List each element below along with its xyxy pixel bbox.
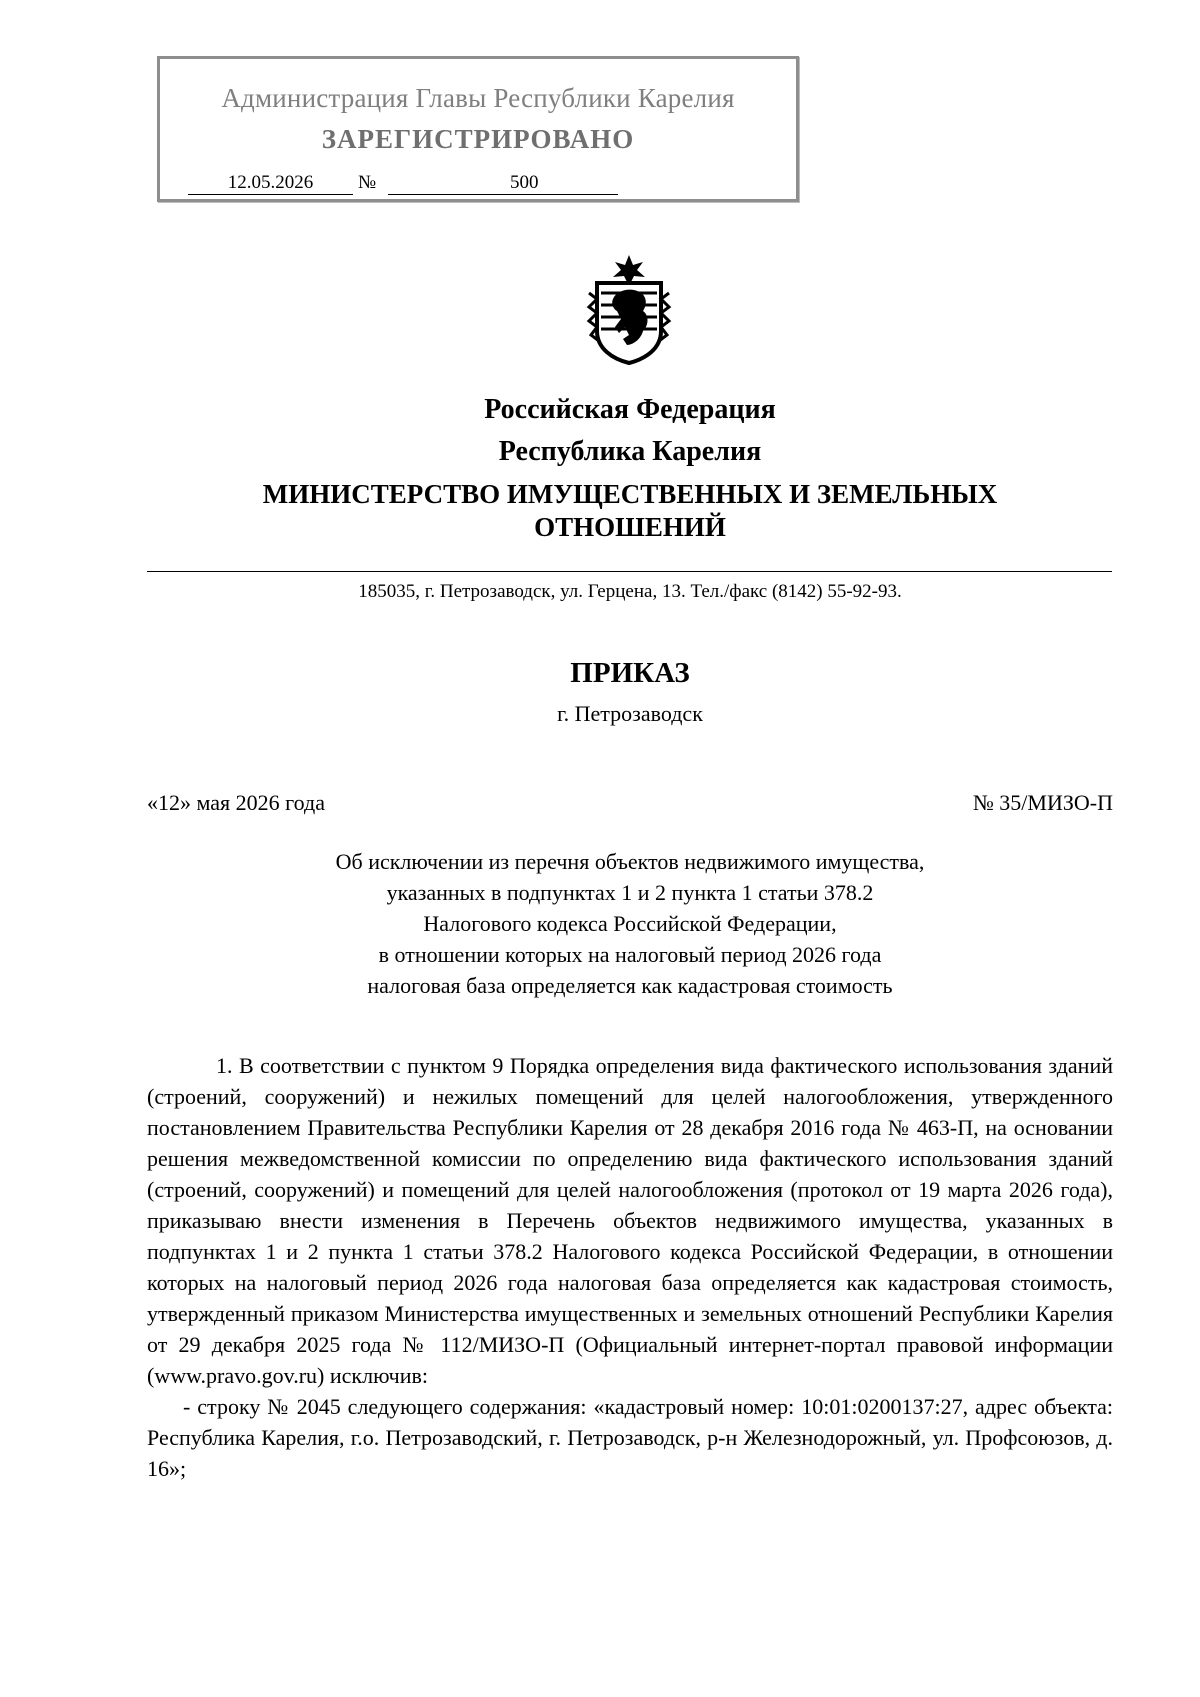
registration-stamp (157, 56, 799, 202)
subject-line: налоговая база определяется как кадастровая стоимость (367, 973, 893, 998)
document-date: «12» мая 2026 года (147, 790, 325, 815)
document-body (147, 1050, 1113, 1484)
excluded-item: - строку № 2045 следующего содержания: «кадастровый номер: 10:01:0200137:27, адрес объекта: Республика Карелия, г.о. Петрозаводский, г. Петрозаводск, р-н Железнодорожный, ул. Профсоюзов, д. 16»; (147, 1394, 1113, 1481)
ministry-address: 185035, г. Петрозаводск, ул. Герцена, 13. Тел./факс (8142) 55-92-93. (358, 581, 902, 602)
header-region: Республика Карелия (498, 436, 762, 467)
stamp-number: 500 (388, 172, 618, 195)
stamp-date: 12.05.2026 (188, 172, 353, 195)
subject-line: указанных в подпунктах 1 и 2 пункта 1 статьи 378.2 (386, 880, 874, 905)
subject-line: Налогового кодекса Российской Федерации, (423, 911, 837, 936)
stamp-authority: Администрация Главы Республики Карелия (221, 83, 735, 113)
document-number: № 35/МИЗО-П (972, 790, 1113, 815)
header-country: Российская Федерация (484, 394, 776, 425)
paragraph-1: 1. В соответствии с пунктом 9 Порядка определения вида фактического использования зданий (строений, сооружений) и нежилых помещений для целей налогообложения, утвержденного постановлением Правительства Республики Карелия от 28 декабря 2016 года № 463-П, на основании решения межведомственной комиссии по определению вида фактического использования зданий (строений, сооружений) и помещений для целей налогообложения (протокол от 19 марта 2026 года), приказываю внести изменения в Перечень объектов недвижимого имущества, указанных в подпунктах 1 и 2 пункта 1 статьи 378.2 Налогового кодекса Российской Федерации, в отношении которых на налоговый период 2026 года налоговая база определяется как кадастровая стоимость, утвержденный приказом Министерства имущественных и земельных отношений Республики Карелия от 29 декабря 2025 года № 112/МИЗО-П (Официальный интернет-портал правовой информации (www.pravo.gov.ru) исключив: (147, 1053, 1113, 1388)
document-type: ПРИКАЗ (570, 657, 690, 689)
coat-of-arms-icon (583, 253, 675, 365)
stamp-status: ЗАРЕГИСТРИРОВАНО (321, 124, 635, 154)
subject-line: Об исключении из перечня объектов недвижимого имущества, (335, 849, 925, 874)
stamp-number-sign: № (358, 172, 377, 193)
header-divider (147, 571, 1112, 572)
header-ministry: МИНИСТЕРСТВО ИМУЩЕСТВЕННЫХ И ЗЕМЕЛЬНЫХ ОТНОШЕНИЙ (262, 479, 998, 542)
subject-line: в отношении которых на налоговый период 2026 года (378, 942, 882, 967)
document-subject (0, 846, 1200, 1001)
document-city: г. Петрозаводск (557, 701, 703, 726)
